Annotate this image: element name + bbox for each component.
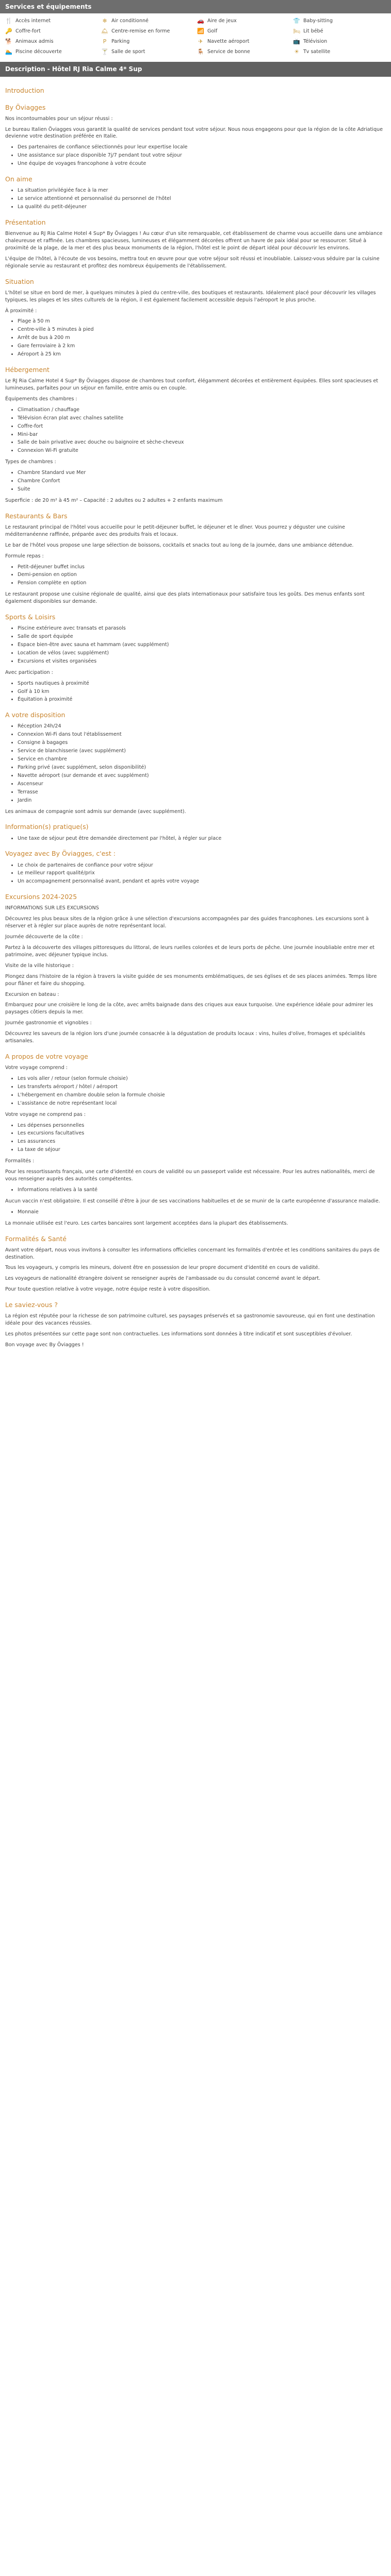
section xyxy=(5,175,386,211)
section xyxy=(5,218,386,270)
paragraph: La région est réputée pour la richesse de son patrimoine culturel, ses paysages préservés et sa gastronomie savoureuse, qui en font une destination idéale pour des vacances réussies. xyxy=(5,1313,375,1327)
paragraph: L'hôtel se situe en bord de mer, à quelques minutes à pied du centre-ville, des boutiques et restaurants. Idéalement placé pour découvrir les villages typiques, les plages et les sites culturels de la région, il est également facilement accessible depuis l'aéroport le plus proche. xyxy=(5,290,376,303)
bullet-list xyxy=(5,862,386,886)
section-heading: Situation xyxy=(5,277,34,285)
list-item: • Coffre-fort xyxy=(18,423,386,430)
list-item: • Plage à 50 m xyxy=(18,318,386,325)
list-item: • Salle de bain privative avec douche ou baignoire et sèche-cheveux xyxy=(18,439,386,446)
paragraph: INFORMATIONS SUR LES EXCURSIONS xyxy=(5,905,99,911)
paragraph: Le restaurant propose une cuisine régionale de qualité, ainsi que des plats internationaux pour satisfaire tous les goûts. Des menus enfants sont également disponibles sur demande. xyxy=(5,591,365,605)
list-item: • L'assistance de notre représentant local xyxy=(18,1100,386,1107)
bullet-list xyxy=(5,318,386,358)
list-item: • Équitation à proximité xyxy=(18,696,386,703)
service-item xyxy=(101,18,194,25)
service-label: Aire de jeux xyxy=(207,18,237,24)
service-item xyxy=(293,18,386,25)
paragraph: Les voyageurs de nationalité étrangère doivent se renseigner auprès de l'ambassade ou du consulat concerné avant le départ. xyxy=(5,1276,321,1282)
section xyxy=(5,277,386,358)
list-item: • Monnaie xyxy=(18,1209,386,1216)
list-item: • Espace bien-être avec sauna et hammam (avec supplément) xyxy=(18,641,386,649)
paragraph: Types de chambres : xyxy=(5,459,56,465)
paragraph: Avec participation : xyxy=(5,669,53,675)
bullet-list xyxy=(5,680,386,704)
list-item: • Chambre Standard vue Mer xyxy=(18,469,386,477)
section-heading: Introduction xyxy=(5,87,44,95)
paragraph: Journée gastronomie et vignobles : xyxy=(5,1020,92,1026)
parking-icon: P xyxy=(103,38,107,45)
paragraph: Les animaux de compagnie sont admis sur demande (avec supplément). xyxy=(5,808,186,815)
section xyxy=(5,512,386,605)
services-grid xyxy=(5,18,386,56)
section xyxy=(5,1052,386,1227)
paragraph: Le restaurant principal de l'hôtel vous accueille pour le petit-déjeuner buffet, le déjeuner et le dîner. Vous pourrez y déguster une cuisine méditerranéenne raffinée, préparée avec des produits frais et locaux. xyxy=(5,524,345,537)
description-content xyxy=(0,77,391,1358)
section-heading: A propos de votre voyage xyxy=(5,1053,88,1061)
bullet-list xyxy=(5,187,386,211)
list-item: • Jardin xyxy=(18,797,386,804)
sun-icon: ☀ xyxy=(294,48,299,56)
list-item: • La qualité du petit-déjeuner xyxy=(18,204,386,211)
bullet-list xyxy=(5,1122,386,1154)
service-label: Coffre-fort xyxy=(15,28,41,35)
list-item: • Des partenaires de confiance sélectionnés pour leur expertise locale xyxy=(18,144,386,151)
service-item xyxy=(101,28,194,35)
section-heading: Présentation xyxy=(5,218,46,226)
paragraph: Équipements des chambres : xyxy=(5,396,77,402)
list-item: • Réception 24h/24 xyxy=(18,723,386,730)
list-item: • Une équipe de voyages francophone à votre écoute xyxy=(18,160,386,167)
list-item: • Une assistance sur place disponible 7j/7 pendant tout votre séjour xyxy=(18,152,386,159)
wifi-icon: 📶 xyxy=(197,28,204,35)
service-item xyxy=(5,28,98,35)
paragraph: Découvrez les plus beaux sites de la région grâce à une sélection d'excursions accompagnées par des guides francophones. Les excursions sont à réserver et à régler sur place auprès de notre représentant local. xyxy=(5,916,369,929)
utensils-icon: 🍴 xyxy=(5,18,12,25)
hotel-title: Description - Hôtel RJ Ria Calme 4* Sup xyxy=(0,62,391,77)
paragraph: Bon voyage avec By Öviagges ! xyxy=(5,1342,84,1348)
list-item: • Pension complète en option xyxy=(18,580,386,587)
list-item: • Télévision écran plat avec chaînes satellite xyxy=(18,415,386,422)
list-item: • Terrasse xyxy=(18,789,386,796)
section-heading: Sports & Loisirs xyxy=(5,613,56,621)
paragraph: Bienvenue au RJ Ria Calme Hotel 4 Sup* By Öviagges ! Au cœur d'un site remarquable, cet établissement de charme vous accueille dans une ambiance chaleureuse et raffinée. Les chambres spacieuses, lumineuses et élégamment décorées offrent un havre de paix idéal pour se ressourcer. Situé à proximité de la plage, de la mer et des plus beaux monuments de la région, l'hôtel est le point de départ idéal pour découvrir les environs. xyxy=(5,231,383,251)
bullet-list xyxy=(5,625,386,665)
service-label: Air conditionné xyxy=(111,18,149,24)
bullet-list xyxy=(5,1075,386,1107)
service-item xyxy=(197,48,290,56)
section xyxy=(5,86,386,95)
list-item: • Les assurances xyxy=(18,1138,386,1145)
service-label: Lit bébé xyxy=(303,28,323,35)
list-item: • Arrêt de bus à 200 m xyxy=(18,334,386,342)
bullet-list xyxy=(5,1209,386,1216)
paragraph: Le bar de l'hôtel vous propose une large sélection de boissons, cocktails et snacks tout au long de la journée, dans une ambiance détendue. xyxy=(5,542,354,548)
paragraph: Avant votre départ, nous vous invitons à consulter les informations officielles concernant les formalités d'entrée et les conditions sanitaires du pays de destination. xyxy=(5,1247,380,1260)
paragraph: Pour toute question relative à votre voyage, notre équipe reste à votre disposition. xyxy=(5,1286,210,1293)
bed-icon: 🛏 xyxy=(293,28,300,35)
service-label: Piscine découverte xyxy=(15,49,62,55)
section-heading: Voyagez avec By Öviagges, c'est : xyxy=(5,850,116,858)
car-icon: 🚗 xyxy=(197,18,204,25)
bullet-list xyxy=(5,835,386,842)
section xyxy=(5,710,386,815)
list-item: • Golf à 10 km xyxy=(18,688,386,696)
section xyxy=(5,1300,386,1349)
paragraph: Votre voyage ne comprend pas : xyxy=(5,1111,86,1117)
list-item: • Location de vélos (avec supplément) xyxy=(18,650,386,657)
bullet-list xyxy=(5,144,386,167)
list-item: • Les transferts aéroport / hôtel / aéroport xyxy=(18,1083,386,1091)
shirt-icon: 👕 xyxy=(293,18,300,25)
service-item xyxy=(5,48,98,56)
paragraph: Excursion en bateau : xyxy=(5,991,59,997)
paragraph: Pour les ressortissants français, une carte d'identité en cours de validité ou un passeport valide est nécessaire. Pour les autres nationalités, merci de vous renseigner auprès des autorités compétentes. xyxy=(5,1169,375,1182)
service-label: Navette aéroport xyxy=(207,39,250,45)
paragraph: Formule repas : xyxy=(5,553,44,559)
list-item: • Climatisation / chauffage xyxy=(18,406,386,414)
paragraph: Nos incontournables pour un séjour réussi : xyxy=(5,115,113,122)
paragraph: Le RJ Ria Calme Hotel 4 Sup* By Öviagges dispose de chambres tout confort, élégamment décorées et entièrement équipées. Elles sont spacieuses et lumineuses, parfaites pour un séjour en famille, entre amis ou en couple. xyxy=(5,378,379,391)
section xyxy=(5,613,386,703)
dog-icon: 🐕 xyxy=(5,38,12,45)
bullet-list xyxy=(5,406,386,454)
bell-icon: 🛎 xyxy=(101,28,108,35)
paragraph: La monnaie utilisée est l'euro. Les cartes bancaires sont largement acceptées dans la plupart des établissements. xyxy=(5,1220,288,1226)
list-item: • Piscine extérieure avec transats et parasols xyxy=(18,625,386,632)
section xyxy=(5,103,386,168)
section-heading: Restaurants & Bars xyxy=(5,512,68,520)
service-label: Animaux admis xyxy=(15,39,54,45)
service-item xyxy=(101,48,194,56)
section-heading: Excursions 2024-2025 xyxy=(5,893,77,901)
service-label: Golf xyxy=(207,28,218,35)
list-item: • Excursions et visites organisées xyxy=(18,658,386,665)
list-item: • Une taxe de séjour peut être demandée directement par l'hôtel, à régler sur place xyxy=(18,835,386,842)
list-item: • Les excursions facultatives xyxy=(18,1130,386,1137)
bullet-list xyxy=(5,723,386,804)
key-icon: 🔑 xyxy=(5,28,12,35)
list-item: • Consigne à bagages xyxy=(18,739,386,747)
list-item: • Service en chambre xyxy=(18,756,386,763)
list-item: • Connexion Wi-Fi gratuite xyxy=(18,447,386,454)
service-item xyxy=(293,38,386,45)
list-item: • Salle de sport équipée xyxy=(18,633,386,640)
service-item xyxy=(293,48,386,56)
snowflake-icon: ❄ xyxy=(102,18,107,25)
service-item xyxy=(5,18,98,25)
section-heading: Information(s) pratique(s) xyxy=(5,823,89,831)
service-label: Salle de sport xyxy=(111,49,145,55)
list-item: • La taxe de séjour xyxy=(18,1146,386,1154)
list-item: • Navette aéroport (sur demande et avec supplément) xyxy=(18,772,386,779)
paragraph: Visite de la ville historique : xyxy=(5,962,74,969)
service-item xyxy=(197,38,290,45)
list-item: • Chambre Confort xyxy=(18,478,386,485)
service-item xyxy=(293,28,386,35)
paragraph: Les photos présentées sur cette page sont non contractuelles. Les informations sont données à titre indicatif et sont susceptibles d'évoluer. xyxy=(5,1331,352,1337)
list-item: • Le meilleur rapport qualité/prix xyxy=(18,870,386,877)
list-item: • Le service attentionné et personnalisé du personnel de l'hôtel xyxy=(18,195,386,202)
list-item: • Informations relatives à la santé xyxy=(18,1187,386,1194)
service-label: Parking xyxy=(111,39,130,45)
section xyxy=(5,849,386,885)
paragraph: Tous les voyageurs, y compris les mineurs, doivent être en possession de leur propre document d'identité en cours de validité. xyxy=(5,1265,320,1271)
section xyxy=(5,822,386,842)
section xyxy=(5,365,386,504)
section-heading: Le saviez-vous ? xyxy=(5,1301,58,1309)
section-heading: On aime xyxy=(5,175,32,183)
list-item: • Le choix de partenaires de confiance pour votre séjour xyxy=(18,862,386,869)
plane-icon: ✈ xyxy=(198,38,203,45)
list-item: • Service de blanchisserie (avec supplément) xyxy=(18,748,386,755)
paragraph: À proximité : xyxy=(5,308,37,314)
list-item: • Aéroport à 25 km xyxy=(18,351,386,358)
cocktail-icon: 🍸 xyxy=(101,48,108,56)
list-item: • Suite xyxy=(18,486,386,493)
service-label: Baby-sitting xyxy=(303,18,333,24)
paragraph: Superficie : de 20 m² à 45 m² – Capacité : 2 adultes ou 2 adultes + 2 enfants maximum xyxy=(5,497,223,503)
paragraph: Partez à la découverte des villages pittoresques du littoral, de leurs ruelles colorées et de leurs ports de pêche. Une journée inoubliable entre mer et patrimoine, avec déjeuner typique inclus. xyxy=(5,945,375,958)
section-heading: Formalités & Santé xyxy=(5,1234,67,1243)
service-item xyxy=(101,38,194,45)
service-item xyxy=(197,28,290,35)
list-item: • La situation privilégiée face à la mer xyxy=(18,187,386,194)
chair-icon: 🪑 xyxy=(197,48,204,56)
section-heading: Hébergement xyxy=(5,365,50,374)
section xyxy=(5,1234,386,1294)
list-item: • Mini-bar xyxy=(18,431,386,438)
paragraph: Découvrez les saveurs de la région lors d'une journée consacrée à la dégustation de produits locaux : vins, huiles d'olive, fromages et spécialités artisanales. xyxy=(5,1031,365,1044)
list-item: • L'hébergement en chambre double selon la formule choisie xyxy=(18,1092,386,1099)
service-item xyxy=(197,18,290,25)
section-heading: By Öviagges xyxy=(5,103,46,111)
list-item: • Les vols aller / retour (selon formule choisie) xyxy=(18,1075,386,1082)
paragraph: Embarquez pour une croisière le long de la côte, avec arrêts baignade dans des criques aux eaux turquoise. Une expérience idéale pour admirer les paysages côtiers depuis la mer. xyxy=(5,1002,373,1015)
paragraph: Votre voyage comprend : xyxy=(5,1065,68,1071)
list-item: • Connexion Wi-Fi dans tout l'établissement xyxy=(18,731,386,738)
list-item: • Parking privé (avec supplément, selon disponibilité) xyxy=(18,764,386,771)
section-heading: A votre disposition xyxy=(5,711,66,719)
swim-icon: 🏊 xyxy=(5,48,12,56)
list-item: • Un accompagnement personnalisé avant, pendant et après votre voyage xyxy=(18,878,386,885)
list-item: • Ascenseur xyxy=(18,781,386,788)
list-item: • Gare ferroviaire à 2 km xyxy=(18,343,386,350)
service-label: Télévision xyxy=(303,39,328,45)
section xyxy=(5,892,386,1045)
services-heading: Services et équipements xyxy=(0,0,391,13)
bullet-list xyxy=(5,469,386,493)
service-item xyxy=(5,38,98,45)
list-item: • Les dépenses personnelles xyxy=(18,1122,386,1129)
paragraph: Formalités : xyxy=(5,1158,35,1164)
service-label: Service de bonne xyxy=(207,49,250,55)
list-item: • Demi-pension en option xyxy=(18,571,386,579)
bullet-list xyxy=(5,564,386,587)
paragraph: Plongez dans l'histoire de la région à travers la visite guidée de ses monuments emblématiques, de ses églises et de ses places animées. Temps libre pour flâner et faire du shopping. xyxy=(5,973,377,987)
tv-icon: 📺 xyxy=(293,38,300,45)
paragraph: Journée découverte de la côte : xyxy=(5,934,83,940)
list-item: • Centre-ville à 5 minutes à pied xyxy=(18,326,386,333)
paragraph: Aucun vaccin n'est obligatoire. Il est conseillé d'être à jour de ses vaccinations habituelles et de se munir de la carte européenne d'assurance maladie. xyxy=(5,1198,380,1204)
list-item: • Sports nautiques à proximité xyxy=(18,680,386,687)
list-item: • Petit-déjeuner buffet inclus xyxy=(18,564,386,571)
paragraph: Le bureau Italien Öviagges vous garantit la qualité de services pendant tout votre séjour. Nous nous engageons pour que la région de la côte Adriatique devienne votre destination préférée en Italie. xyxy=(5,126,383,140)
bullet-list xyxy=(5,1187,386,1194)
services-panel xyxy=(0,13,391,59)
service-label: Tv satellite xyxy=(303,49,331,55)
service-label: Centre-remise en forme xyxy=(111,28,170,35)
paragraph: L'équipe de l'hôtel, à l'écoute de vos besoins, mettra tout en œuvre pour que votre séjour soit réussi et inoubliable. Laissez-vous séduire par la cuisine régionale servie au restaurant et profitez des nombreux équipements de l'établissement. xyxy=(5,256,380,269)
service-label: Accès internet xyxy=(15,18,51,24)
